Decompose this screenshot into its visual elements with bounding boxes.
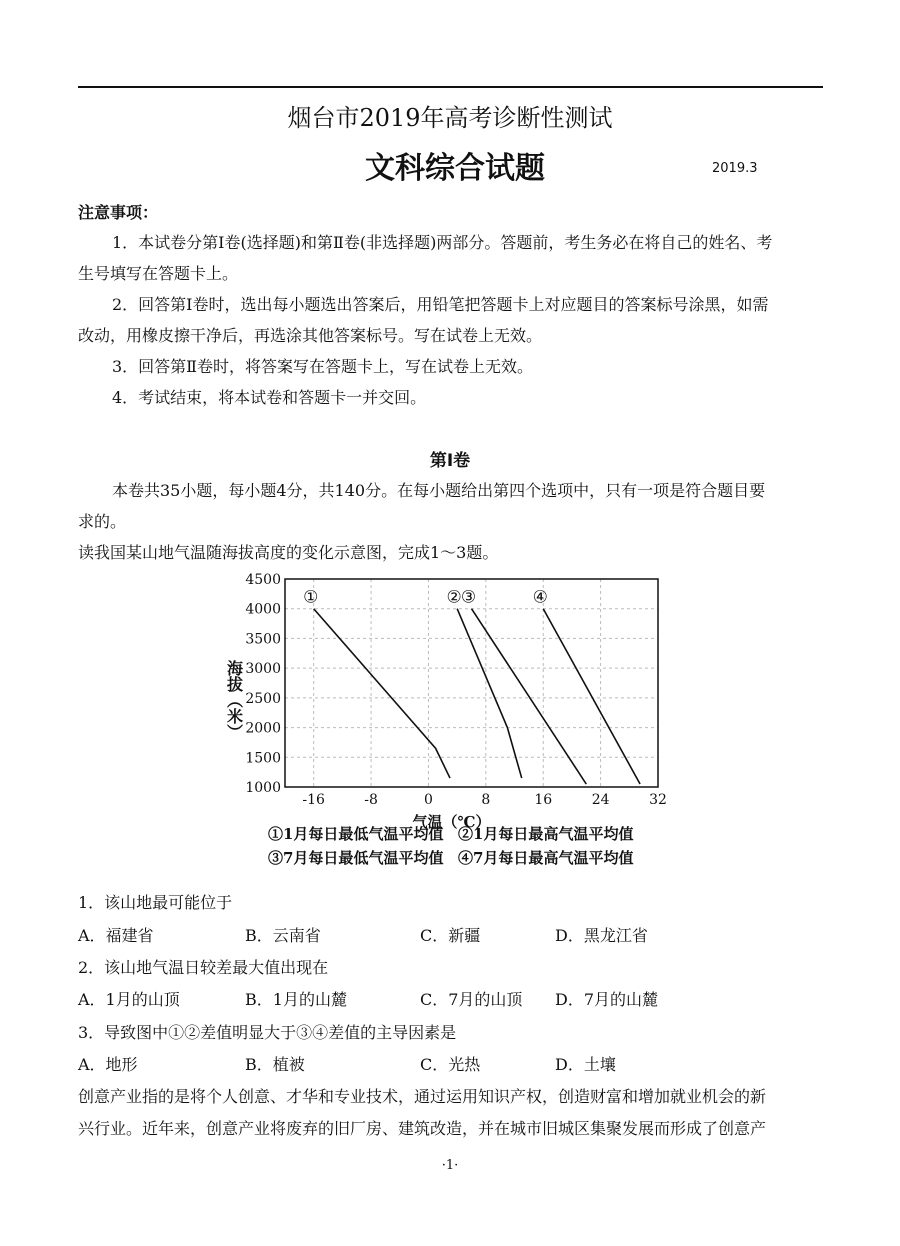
y-tick-label: 4500 — [245, 572, 281, 588]
question-3-stem: 3．导致图中①②差值明显大于③④差值的主导因素是 — [78, 1023, 457, 1042]
y-tick-label: 1000 — [245, 780, 281, 796]
notice-heading: 注意事项： — [78, 203, 159, 222]
header-rule — [78, 86, 823, 88]
page-number: ·1· — [441, 1158, 459, 1173]
series-line-1 — [314, 609, 450, 778]
exam-title: 烟台市2019年高考诊断性测试 — [287, 104, 613, 132]
section-intro: 本卷共35小题，每小题4分，共140分。在每小题给出第四个选项中，只有一项是符合题目要 — [112, 481, 766, 500]
question-1-option-d: D．黑龙江省 — [555, 926, 648, 945]
notice-item-1: 1．本试卷分第Ⅰ卷(选择题)和第Ⅱ卷(非选择题)两部分。答题前，考生务必在将自己的姓名、考 — [112, 233, 773, 252]
y-tick-label: 4000 — [245, 601, 281, 618]
question-1-stem: 1．该山地最可能位于 — [78, 893, 233, 912]
question-2-option-a: A．1月的山顶 — [78, 990, 180, 1009]
x-tick-label: 8 — [481, 792, 491, 808]
x-tick-label: 0 — [424, 792, 433, 808]
series-label-2: ② — [446, 587, 462, 608]
question-2-option-c: C．7月的山顶 — [420, 990, 523, 1009]
question-1-option-c: C．新疆 — [420, 926, 481, 945]
y-axis-label: 海拔（米） — [224, 660, 244, 740]
x-tick-label: 16 — [534, 792, 553, 808]
question-3-option-b: B．植被 — [245, 1055, 305, 1074]
notice-item-2-cont: 改动，用橡皮擦干净后，再选涂其他答案标号。写在试卷上无效。 — [78, 326, 543, 345]
y-tick-label: 2000 — [245, 720, 281, 737]
passage-line-1: 创意产业指的是将个人创意、才华和专业技术，通过运用知识产权，创造财富和增加就业机会的新 — [78, 1087, 767, 1106]
y-tick-label: 3500 — [245, 631, 281, 648]
section-intro-cont: 求的。 — [78, 512, 127, 531]
exam-subtitle: 文科综合试题 — [365, 151, 545, 186]
question-3-option-c: C．光热 — [420, 1055, 481, 1074]
notice-item-2: 2．回答第Ⅰ卷时，选出每小题选出答案后，用铅笔把答题卡上对应题目的答案标号涂黑，如需 — [112, 295, 769, 314]
exam-date: 2019.3 — [712, 161, 758, 176]
passage-line-2: 兴行业。近年来，创意产业将废弃的旧厂房、建筑改造，并在城市旧城区集聚发展而形成了创意产 — [78, 1119, 767, 1138]
legend-entry-4: ④7月每日最高气温平均值 — [458, 849, 634, 867]
notice-item-1-cont: 生号填写在答题卡上。 — [78, 264, 239, 283]
section-title: 第Ⅰ卷 — [429, 451, 471, 471]
legend-entry-2: ②1月每日最高气温平均值 — [458, 825, 634, 843]
x-tick-label: 24 — [591, 792, 610, 808]
plot-frame — [285, 579, 658, 787]
y-tick-label: 2500 — [245, 690, 281, 707]
legend-entry-1: ①1月每日最低气温平均值 — [268, 825, 444, 843]
question-1-option-a: A．福建省 — [78, 926, 154, 945]
series-line-2 — [457, 609, 522, 778]
series-label-3: ③ — [460, 587, 477, 608]
x-axis-label: 气温（℃） — [412, 813, 491, 831]
series-line-3 — [472, 609, 587, 784]
question-2-stem: 2．该山地气温日较差最大值出现在 — [78, 958, 329, 977]
legend-entry-3: ③7月每日最低气温平均值 — [268, 849, 444, 867]
series-label-1: ① — [303, 587, 319, 608]
question-3-option-d: D．土壤 — [555, 1055, 616, 1074]
x-tick-label: 32 — [649, 792, 667, 808]
chart-lead: 读我国某山地气温随海拔高度的变化示意图，完成1～3题。 — [78, 543, 499, 562]
notice-item-4: 4．考试结束，将本试卷和答题卡一并交回。 — [112, 388, 427, 407]
y-tick-label: 1500 — [245, 750, 281, 767]
question-2-option-d: D．7月的山麓 — [555, 990, 659, 1009]
question-1-option-b: B．云南省 — [245, 926, 321, 945]
x-tick-label: -16 — [302, 792, 325, 808]
notice-item-3: 3．回答第Ⅱ卷时，将答案写在答题卡上，写在试卷上无效。 — [112, 357, 534, 376]
question-3-option-a: A．地形 — [78, 1055, 138, 1074]
y-tick-label: 3000 — [245, 661, 281, 678]
series-label-4: ④ — [532, 587, 548, 608]
altitude-temperature-chart — [220, 565, 680, 875]
question-2-option-b: B．1月的山麓 — [245, 990, 347, 1009]
x-tick-label: -8 — [364, 792, 378, 808]
